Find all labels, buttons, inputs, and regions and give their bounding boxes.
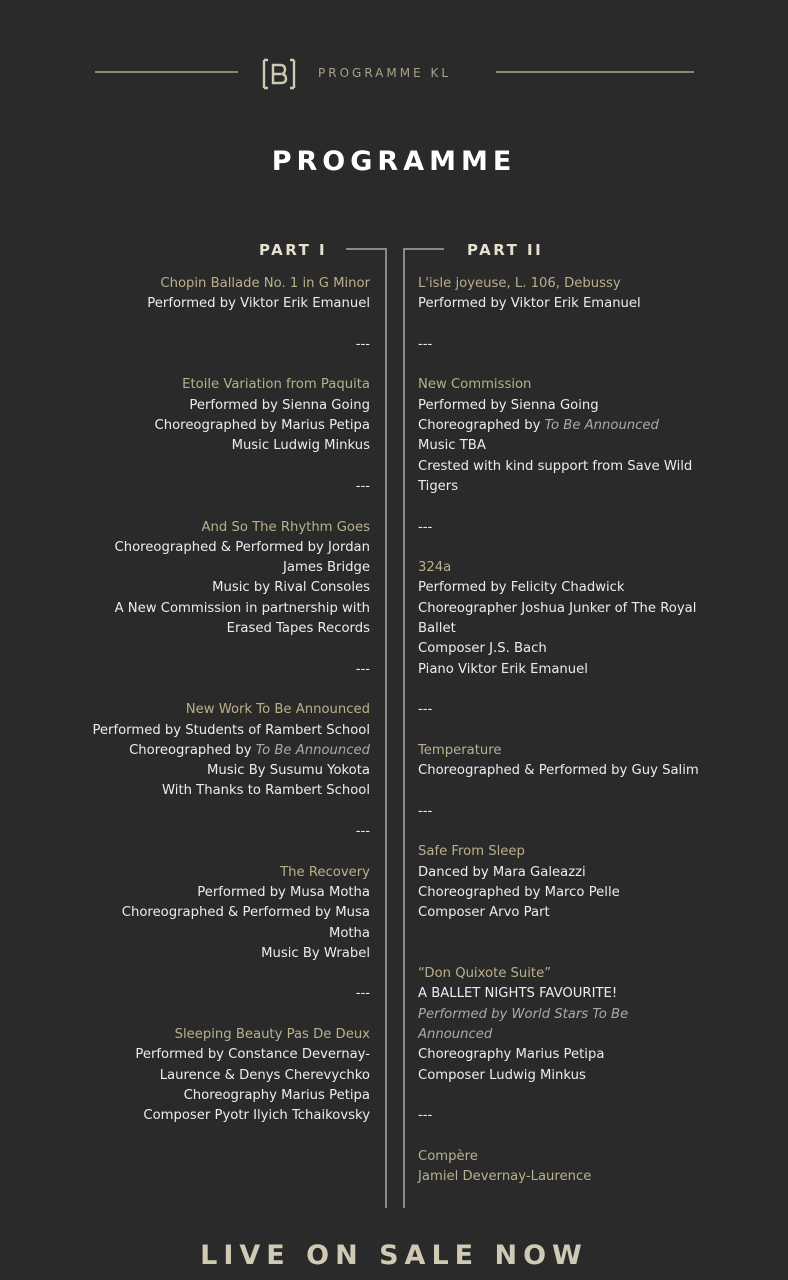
item-subtitle: Jamiel Devernay-Laurence xyxy=(418,1169,592,1185)
separator: --- xyxy=(355,824,370,840)
separator: --- xyxy=(418,803,433,819)
item-line: Music By Susumu Yokota xyxy=(207,763,370,779)
item-line: Composer J.S. Bach xyxy=(418,641,547,657)
item-line: Composer Pyotr Ilyich Tchaikovsky xyxy=(143,1108,370,1124)
item-line-italic: Announced xyxy=(418,1026,493,1042)
header-rule-right xyxy=(496,71,694,73)
item-line: Laurence & Denys Cherevychko xyxy=(159,1067,370,1083)
item-line: Piano Viktor Erik Emanuel xyxy=(418,661,588,677)
separator: --- xyxy=(418,336,433,352)
item-line: Choreographed by Marius Petipa xyxy=(154,418,370,434)
choreo-tba: To Be Announced xyxy=(255,742,370,758)
item-title: New Commission xyxy=(418,377,532,393)
separator: --- xyxy=(355,478,370,494)
live-on-sale-banner: LIVE ON SALE NOW xyxy=(200,1240,588,1271)
item-title: 324a xyxy=(418,560,452,576)
item-title: L'isle joyeuse, L. 106, Debussy xyxy=(418,276,621,291)
separator: --- xyxy=(418,702,433,718)
item-title: “Don Quixote Suite” xyxy=(418,966,552,982)
item-line: Performed by Viktor Erik Emanuel xyxy=(418,296,641,312)
part-two-heading: PART II xyxy=(467,241,544,259)
item-line-italic: Performed by World Stars To Be xyxy=(418,1006,629,1022)
item-highlight: A BALLET NIGHTS FAVOURITE! xyxy=(418,986,618,1002)
item-line: Motha xyxy=(328,925,370,941)
item-line xyxy=(80,741,370,761)
item-line: Music by Rival Consoles xyxy=(212,580,370,596)
item-line: Performed by Sienna Going xyxy=(418,397,599,413)
separator: --- xyxy=(355,986,370,1002)
item-title: New Work To Be Announced xyxy=(185,702,370,718)
b-monogram-icon xyxy=(261,58,297,90)
item-line: Choreography Marius Petipa xyxy=(183,1087,370,1103)
page-title: PROGRAMME xyxy=(271,146,517,177)
item-line: With Thanks to Rambert School xyxy=(162,783,370,799)
item-line: Choreographed by Marco Pelle xyxy=(418,884,620,900)
item-line: Performed by Viktor Erik Emanuel xyxy=(147,296,370,312)
item-line: Performed by Musa Motha xyxy=(197,884,370,900)
item-line: Choreography Marius Petipa xyxy=(418,1047,605,1063)
item-line: Composer Arvo Part xyxy=(418,905,550,921)
item-line: Music TBA xyxy=(418,438,486,454)
item-line: Choreographer Joshua Junker of The Royal xyxy=(418,600,697,616)
item-line: Composer Ludwig Minkus xyxy=(418,1067,586,1083)
header-brand: PROGRAMME KL xyxy=(318,66,452,80)
item-line: A New Commission in partnership with xyxy=(114,600,370,616)
separator: --- xyxy=(355,336,370,352)
item-title: Chopin Ballade No. 1 in G Minor xyxy=(160,276,370,291)
part-one-column xyxy=(80,274,370,1126)
item-line xyxy=(418,416,718,436)
item-line: Performed by Felicity Chadwick xyxy=(418,580,625,596)
separator: --- xyxy=(355,661,370,677)
item-line: Performed by Constance Devernay- xyxy=(135,1047,370,1063)
item-line: Music By Wrabel xyxy=(261,945,370,961)
choreo-prefix: Choreographed by xyxy=(129,742,256,758)
divider-stub-right xyxy=(403,248,444,250)
item-line: Music Ludwig Minkus xyxy=(231,438,370,454)
item-title: Sleeping Beauty Pas De Deux xyxy=(174,1026,370,1042)
item-line: Choreographed & Performed by Musa xyxy=(121,905,370,921)
separator: --- xyxy=(418,519,433,535)
item-line: Choreographed & Performed by Jordan xyxy=(114,539,370,555)
item-title: And So The Rhythm Goes xyxy=(201,519,370,535)
item-line: Performed by Sienna Going xyxy=(189,397,370,413)
item-line: Danced by Mara Galeazzi xyxy=(418,864,586,880)
item-title: The Recovery xyxy=(280,864,370,880)
choreo-tba: To Be Announced xyxy=(544,418,659,434)
item-line: Tigers xyxy=(418,478,459,494)
item-line: Ballet xyxy=(418,621,456,637)
item-line: Choreographed & Performed by Guy Salim xyxy=(418,763,699,779)
item-line: Erased Tapes Records xyxy=(226,621,370,637)
divider-line-left xyxy=(385,248,387,1208)
divider-line-right xyxy=(403,248,405,1208)
header-rule-left xyxy=(95,71,238,73)
separator: --- xyxy=(418,1108,433,1124)
item-title: Temperature xyxy=(418,742,502,758)
item-line: Crested with kind support from Save Wild xyxy=(418,458,693,474)
divider-stub-left xyxy=(346,248,387,250)
item-line: Performed by Students of Rambert School xyxy=(92,722,370,738)
header xyxy=(0,0,788,140)
choreo-prefix: Choreographed by xyxy=(418,418,545,434)
item-title: Etoile Variation from Paquita xyxy=(182,377,370,393)
item-line: James Bridge xyxy=(283,560,370,576)
part-two-column xyxy=(418,274,718,1187)
item-title: Safe From Sleep xyxy=(418,844,525,860)
part-one-heading: PART I xyxy=(259,241,328,259)
item-title: Compère xyxy=(418,1148,478,1164)
